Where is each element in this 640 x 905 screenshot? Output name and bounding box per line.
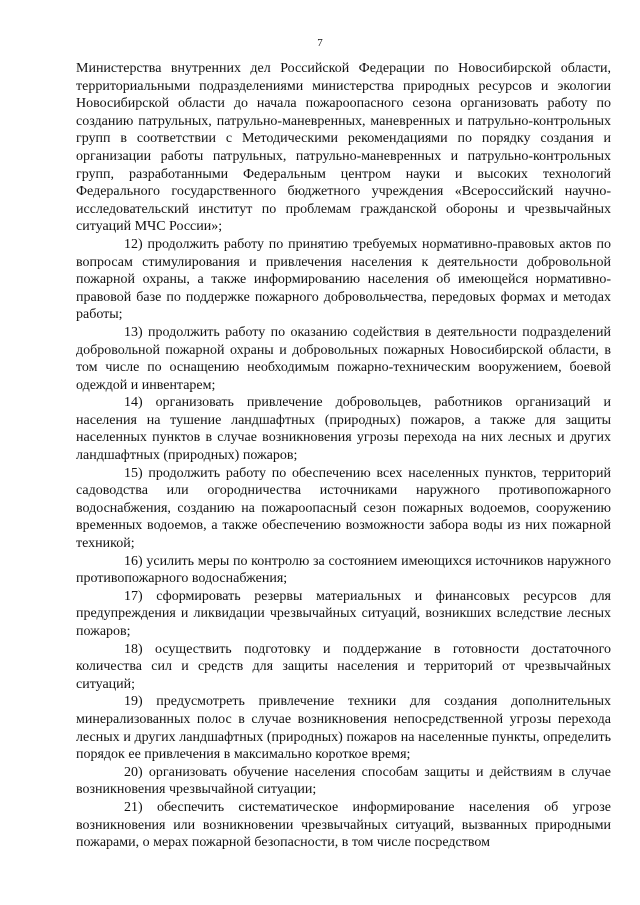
document-body (76, 60, 611, 852)
page-number: 7 (317, 37, 323, 49)
list-item-14: 14) организовать привлечение добровольцев, работников организаций и населения на тушение ландшафтных (природных) пожаров, а также для защиты населенных пунктов в случае возникновения угрозы перехода на них лесных и других ландшафтных (природных) пожаров; (76, 395, 611, 464)
list-item-12: 12) продолжить работу по принятию требуемых нормативно-правовых актов по вопросам стимулирования и привлечения населения к деятельности добровольной пожарной охраны, а также информированию населения об имеющейся нормативно-правовой базе по поддержке пожарного добровольчества, передовых формах и методах работы; (76, 236, 611, 323)
paragraph-continuation: Министерства внутренних дел Российской Федерации по Новосибирской области, территориальными подразделениями министерства природных ресурсов и экологии Новосибирской области до начала пожароопасного сезона организовать работу по созданию патрульных, патрульно-маневренных, маневренных и патрульно-контрольных групп в соответствии с Методическими рекомендациями по порядку создания и организации работы патрульных, патрульно-маневренных и патрульно-контрольных групп, разработанными Федеральным центром науки и высоких технологий Федерального государственного бюджетного учреждения «Всероссийский научно-исследовательский институт по проблемам гражданской обороны и чрезвычайных ситуаций МЧС России»; (76, 61, 611, 235)
list-item-17: 17) сформировать резервы материальных и финансовых ресурсов для предупреждения и ликвидации чрезвычайных ситуаций, возникших вследствие лесных пожаров; (76, 588, 611, 639)
list-item-21: 21) обеспечить систематическое информирование населения об угрозе возникновения или возникновении чрезвычайных ситуаций, вызванных природными пожарами, о мерах пожарной безопасности, в том числе посредством (76, 799, 611, 851)
list-item-13: 13) продолжить работу по оказанию содействия в деятельности подразделений добровольной пожарной охраны и добровольных пожарных Новосибирской области, в том числе по оснащению необходимым пожарно-техническим вооружением, боевой одеждой и инвентарем; (76, 324, 611, 393)
list-item-15: 15) продолжить работу по обеспечению всех населенных пунктов, территорий садоводства или огородничества источниками наружного противопожарного водоснабжения, созданию на пожароопасный сезон пожарных водоемов, сооружению временных водоемов, а также обеспечению возможности забора воды из них пожарной техникой; (76, 465, 611, 552)
list-item-16: 16) усилить меры по контролю за состоянием имеющихся источников наружного противопожарного водоснабжения; (76, 553, 611, 587)
list-item-19: 19) предусмотреть привлечение техники для создания дополнительных минерализованных полос в случае возникновения непосредственной угрозы перехода лесных и других ландшафтных (природных) пожаров на населенные пункты, определить порядок ее привлечения в максимально короткое время; (76, 694, 611, 763)
list-item-18: 18) осуществить подготовку и поддержание в готовности достаточного количества сил и средств для защиты населения и территорий от чрезвычайных ситуаций; (76, 641, 611, 692)
list-item-20: 20) организовать обучение населения способам защиты и действиям в случае возникновения чрезвычайной ситуации; (76, 764, 611, 798)
